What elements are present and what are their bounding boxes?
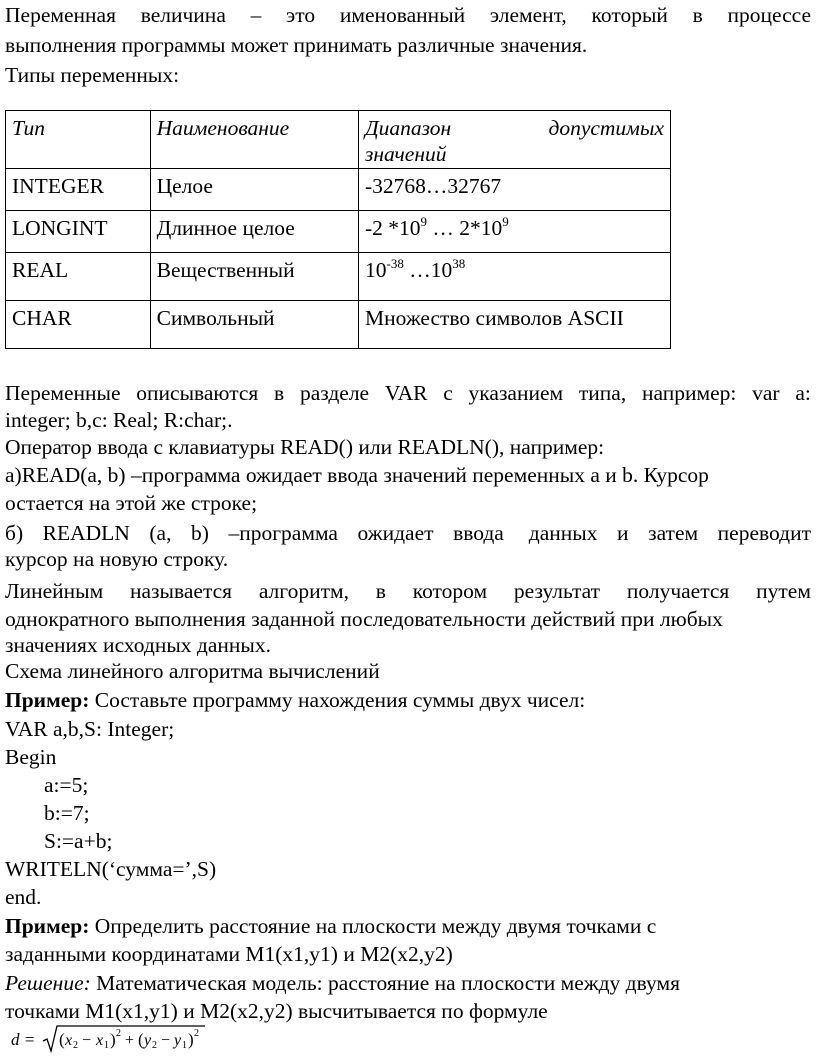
range-upper: … 2*10 bbox=[427, 216, 503, 240]
distance-formula bbox=[9, 1024, 209, 1054]
intro-word: в bbox=[692, 3, 703, 27]
p4-word: переводит bbox=[717, 521, 811, 545]
range-exponent: 9 bbox=[502, 214, 509, 229]
formula-x2-sub: 2 bbox=[73, 1040, 78, 1051]
p1-word: например: bbox=[641, 381, 737, 405]
paren-close: ) bbox=[110, 1030, 116, 1049]
cell-range bbox=[359, 253, 671, 301]
range-base: -2 *10 bbox=[365, 216, 421, 240]
intro-word: величина bbox=[140, 3, 226, 27]
cell-range bbox=[359, 211, 671, 253]
code-line: VAR a,b,S: Integer; bbox=[5, 717, 175, 741]
p1-word: с bbox=[443, 381, 453, 405]
p5-word: котором bbox=[412, 579, 488, 603]
header-range bbox=[359, 111, 671, 169]
p4-word: ввода bbox=[453, 521, 510, 545]
cell-range: -32768…32767 bbox=[359, 169, 671, 211]
intro-word: Переменная bbox=[5, 3, 116, 27]
cell-type: LONGINT bbox=[6, 211, 151, 253]
code-line: Begin bbox=[5, 745, 57, 769]
p2-line: Оператор ввода с клавиатуры READ() или READLN(), например: bbox=[5, 435, 605, 459]
p3-line-1: а)READ(a, b) –программа ожидает ввода значений переменных а и b. Курсор bbox=[5, 463, 709, 487]
table-header-row bbox=[6, 111, 671, 169]
p4-word: (a, bbox=[149, 521, 172, 545]
formula-square: 2 bbox=[116, 1028, 121, 1039]
formula-x2: x bbox=[65, 1032, 73, 1049]
range-exponent: 9 bbox=[420, 214, 428, 229]
p4-word: б) bbox=[5, 521, 24, 545]
variable-types-table bbox=[5, 110, 671, 349]
p5-line-1 bbox=[5, 578, 811, 604]
p5-word: получается bbox=[626, 579, 730, 603]
header-range-line-1 bbox=[365, 115, 664, 141]
header-range-word-1: Диапазон bbox=[365, 116, 452, 140]
range-exponent: -38 bbox=[386, 256, 404, 271]
formula-y2-sub: 2 bbox=[152, 1040, 157, 1051]
p3-line-2: остается на этой же строке; bbox=[5, 491, 258, 515]
p5-line-3: значениях исходных данных. bbox=[5, 633, 271, 657]
example-label: Пример: bbox=[5, 688, 90, 712]
formula-minus: − bbox=[82, 1032, 92, 1049]
example-text: Определить расстояние на плоскости между двумя точками с bbox=[89, 914, 657, 938]
table-row bbox=[6, 253, 671, 301]
p5-word: путем bbox=[756, 579, 811, 603]
example-2-line-1 bbox=[5, 913, 656, 939]
code-line: S:=a+b; bbox=[44, 829, 113, 853]
cell-type: REAL bbox=[6, 253, 151, 301]
p5-line-2: однократного выполнения заданной последовательности действий при любых bbox=[5, 607, 723, 631]
p4-word: b) bbox=[191, 521, 209, 545]
p4-word: и bbox=[617, 521, 629, 545]
cell-type: CHAR bbox=[6, 301, 151, 349]
example-text: Составьте программу нахождения суммы двух чисел: bbox=[89, 688, 586, 712]
example-label: Пример: bbox=[5, 914, 90, 938]
intro-line-2: выполнения программы может принимать различные значения. bbox=[5, 33, 588, 57]
solution-label: Решение: bbox=[5, 971, 91, 995]
formula-x1: x bbox=[96, 1032, 104, 1049]
cell-name: Длинное целое bbox=[150, 211, 358, 253]
intro-line-1 bbox=[5, 2, 811, 28]
paren-close: ) bbox=[188, 1030, 194, 1049]
p5-word: называется bbox=[130, 579, 233, 603]
intro-word: который bbox=[591, 3, 668, 27]
p1-word: a: bbox=[795, 381, 811, 405]
cell-name: Символьный bbox=[150, 301, 358, 349]
intro-word: элемент, bbox=[489, 3, 567, 27]
cell-name: Целое bbox=[150, 169, 358, 211]
example-2-line-2: заданными координатами М1(x1,y1) и М2(x2,y2) bbox=[5, 942, 453, 966]
formula-plus: + bbox=[125, 1032, 135, 1049]
p6-line: Схема линейного алгоритма вычислений bbox=[5, 659, 380, 683]
cell-range: Множество символов ASCII bbox=[359, 301, 671, 349]
code-line: a:=5; bbox=[44, 773, 89, 797]
formula-minus: − bbox=[161, 1032, 171, 1049]
p1-word: указанием bbox=[468, 381, 564, 405]
cell-type: INTEGER bbox=[6, 169, 151, 211]
p5-word: алгоритм, bbox=[258, 579, 349, 603]
p1-line-2: integer; b,c: Real; R:char;. bbox=[5, 408, 233, 432]
cell-name: Вещественный bbox=[150, 253, 358, 301]
header-range-line-2: значений bbox=[365, 142, 447, 166]
paren-open: ( bbox=[138, 1030, 144, 1049]
header-name: Наименование bbox=[150, 111, 358, 169]
p1-word: VAR bbox=[384, 381, 428, 405]
formula-lhs: d = bbox=[11, 1030, 36, 1049]
p4-word: затем bbox=[648, 521, 699, 545]
intro-word: это bbox=[286, 3, 316, 27]
intro-word: процессе bbox=[727, 3, 811, 27]
p1-word: в bbox=[274, 381, 285, 405]
formula-y1: y bbox=[174, 1032, 182, 1049]
table-row bbox=[6, 301, 671, 349]
p4-word: данных bbox=[528, 521, 598, 545]
p1-word: var bbox=[752, 381, 780, 405]
range-base: 10 bbox=[365, 258, 387, 282]
code-line: b:=7; bbox=[44, 801, 90, 825]
types-heading: Типы переменных: bbox=[5, 63, 180, 87]
intro-word: именованный bbox=[339, 3, 466, 27]
table-row bbox=[6, 169, 671, 211]
p5-word: в bbox=[375, 579, 386, 603]
code-line: WRITELN(‘сумма=’,S) bbox=[5, 857, 217, 881]
p1-word: разделе bbox=[299, 381, 370, 405]
p4-line-2: курсор на новую строку. bbox=[5, 547, 229, 571]
p1-word: Переменные bbox=[5, 381, 121, 405]
code-line: end. bbox=[5, 885, 42, 909]
p4-word: READLN bbox=[42, 521, 130, 545]
paren-open: ( bbox=[59, 1030, 65, 1049]
range-upper: …10 bbox=[403, 258, 453, 282]
solution-line-1 bbox=[5, 970, 680, 996]
p5-word: Линейным bbox=[5, 579, 104, 603]
p4-line-1 bbox=[5, 520, 811, 546]
p1-line-1 bbox=[5, 380, 811, 406]
solution-text: Математическая модель: расстояние на плоскости между двумя bbox=[90, 971, 680, 995]
p4-word: –программа bbox=[228, 521, 338, 545]
p4-word: ожидает bbox=[357, 521, 434, 545]
solution-line-2: точками М1(x1,y1) и М2(x2,y2) высчитывается по формуле bbox=[5, 999, 548, 1023]
p1-word: описываются bbox=[136, 381, 259, 405]
p5-word: результат bbox=[513, 579, 601, 603]
formula-y1-sub: 1 bbox=[182, 1040, 187, 1051]
header-type: Тип bbox=[6, 111, 151, 169]
header-range-word-2: допустимых bbox=[548, 116, 664, 140]
p1-word: типа, bbox=[578, 381, 627, 405]
formula-square: 2 bbox=[194, 1028, 199, 1039]
intro-word: – bbox=[250, 3, 262, 27]
table-row bbox=[6, 211, 671, 253]
range-exponent: 38 bbox=[452, 256, 466, 271]
formula-x1-sub: 1 bbox=[104, 1040, 109, 1051]
example-1 bbox=[5, 687, 585, 713]
formula-y2: y bbox=[144, 1032, 152, 1049]
